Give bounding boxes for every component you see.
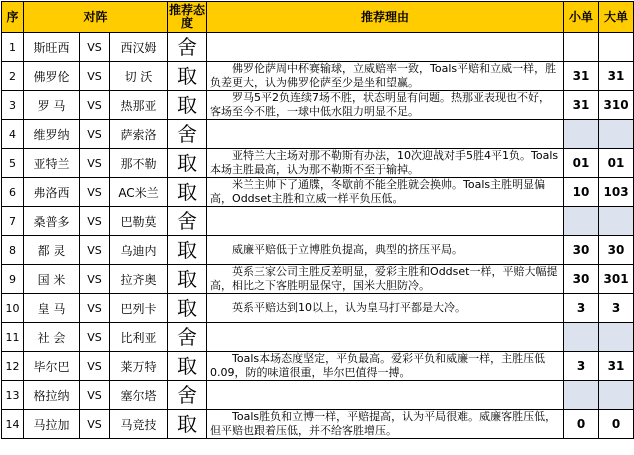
row-vs: VS	[80, 323, 110, 352]
row-home-team: 维罗纳	[24, 120, 80, 149]
row-big: 301	[599, 265, 634, 294]
row-big: 0	[599, 410, 634, 439]
row-home-team: 马拉加	[24, 410, 80, 439]
header-small: 小单	[564, 2, 599, 33]
row-vs: VS	[80, 62, 110, 91]
row-reason: 英系三家公司主胜反差明显，爱彩主胜和Oddset一样，平赔大幅提高，相比之下客胜明显保守，国米大胆防冷。	[207, 265, 564, 294]
row-attitude: 取	[168, 236, 207, 265]
row-small	[564, 381, 599, 410]
row-away-team: 那不勒	[110, 149, 168, 178]
row-attitude: 取	[168, 91, 207, 120]
row-small	[564, 207, 599, 236]
row-small: 3	[564, 294, 599, 323]
row-reason: 英系平赔达到10以上，认为皇马打平都是大冷。	[207, 294, 564, 323]
row-big: 103	[599, 178, 634, 207]
table-row	[2, 381, 634, 410]
row-home-team: 格拉纳	[24, 381, 80, 410]
row-attitude: 取	[168, 149, 207, 178]
row-seq: 9	[2, 265, 24, 294]
table-row	[2, 352, 634, 381]
row-seq: 7	[2, 207, 24, 236]
row-home-team: 罗 马	[24, 91, 80, 120]
row-reason	[207, 323, 564, 352]
row-reason	[207, 33, 564, 62]
row-seq: 3	[2, 91, 24, 120]
row-seq: 5	[2, 149, 24, 178]
table-row	[2, 294, 634, 323]
row-big: 01	[599, 149, 634, 178]
row-away-team: 切 沃	[110, 62, 168, 91]
row-home-team: 社 会	[24, 323, 80, 352]
row-vs: VS	[80, 381, 110, 410]
row-big	[599, 323, 634, 352]
row-small: 30	[564, 265, 599, 294]
row-away-team: 热那亚	[110, 91, 168, 120]
table-row	[2, 207, 634, 236]
row-away-team: 乌迪内	[110, 236, 168, 265]
row-small	[564, 33, 599, 62]
row-attitude: 舍	[168, 207, 207, 236]
table-row	[2, 33, 634, 62]
row-small	[564, 323, 599, 352]
row-small: 31	[564, 91, 599, 120]
row-seq: 2	[2, 62, 24, 91]
row-away-team: 巴列卡	[110, 294, 168, 323]
row-vs: VS	[80, 91, 110, 120]
row-reason	[207, 120, 564, 149]
row-away-team: 萨索洛	[110, 120, 168, 149]
row-away-team: 塞尔塔	[110, 381, 168, 410]
row-attitude: 取	[168, 410, 207, 439]
row-reason: 米兰主帅下了通牒，冬歇前不能全胜就会换帅。Toals主胜明显偏高，Oddset主胜和立威一样平负压低。	[207, 178, 564, 207]
row-attitude: 取	[168, 294, 207, 323]
row-big: 31	[599, 62, 634, 91]
header-match: 对阵	[24, 2, 168, 33]
row-small: 30	[564, 236, 599, 265]
row-away-team: 马竞技	[110, 410, 168, 439]
row-seq: 1	[2, 33, 24, 62]
recommendation-table	[1, 1, 634, 439]
table-row	[2, 91, 634, 120]
row-vs: VS	[80, 120, 110, 149]
row-reason: 罗马5平2负连续7场不胜，状态明显有问题。热那亚表现也不好，客场至今不胜，一球中低水阻力明显不足。	[207, 91, 564, 120]
row-reason: 亚特兰大主场对那不勒斯有办法，10次迎战对手5胜4平1负。Toals本场主胜最高，认为那不勒斯不至于输掉。	[207, 149, 564, 178]
row-vs: VS	[80, 294, 110, 323]
header-big: 大单	[599, 2, 634, 33]
row-small: 10	[564, 178, 599, 207]
row-vs: VS	[80, 410, 110, 439]
row-seq: 6	[2, 178, 24, 207]
row-away-team: 比利亚	[110, 323, 168, 352]
row-home-team: 斯旺西	[24, 33, 80, 62]
row-reason: Toals本场态度坚定，平负最高。爱彩平负和威廉一样，主胜压低0.09，防的味道很重，毕尔巴值得一搏。	[207, 352, 564, 381]
row-small: 3	[564, 352, 599, 381]
row-away-team: 西汉姆	[110, 33, 168, 62]
row-away-team: 莱万特	[110, 352, 168, 381]
row-seq: 12	[2, 352, 24, 381]
row-big	[599, 33, 634, 62]
row-vs: VS	[80, 352, 110, 381]
row-vs: VS	[80, 236, 110, 265]
row-attitude: 舍	[168, 381, 207, 410]
row-big: 310	[599, 91, 634, 120]
row-home-team: 弗洛西	[24, 178, 80, 207]
table-row	[2, 149, 634, 178]
row-away-team: AC米兰	[110, 178, 168, 207]
row-vs: VS	[80, 207, 110, 236]
row-seq: 11	[2, 323, 24, 352]
row-home-team: 亚特兰	[24, 149, 80, 178]
row-small	[564, 120, 599, 149]
row-big	[599, 207, 634, 236]
row-home-team: 都 灵	[24, 236, 80, 265]
row-seq: 4	[2, 120, 24, 149]
header-attitude: 推荐态度	[168, 2, 207, 33]
table-row	[2, 265, 634, 294]
row-big	[599, 120, 634, 149]
row-attitude: 取	[168, 352, 207, 381]
row-attitude: 舍	[168, 323, 207, 352]
row-small: 31	[564, 62, 599, 91]
row-away-team: 巴勒莫	[110, 207, 168, 236]
table-row	[2, 410, 634, 439]
header-row	[2, 2, 634, 33]
row-seq: 10	[2, 294, 24, 323]
row-seq: 8	[2, 236, 24, 265]
row-away-team: 拉齐奥	[110, 265, 168, 294]
row-seq: 13	[2, 381, 24, 410]
row-vs: VS	[80, 178, 110, 207]
row-big	[599, 381, 634, 410]
row-home-team: 皇 马	[24, 294, 80, 323]
row-reason	[207, 381, 564, 410]
header-seq: 序	[2, 2, 24, 33]
table-row	[2, 236, 634, 265]
row-big: 31	[599, 352, 634, 381]
row-small: 0	[564, 410, 599, 439]
table-row	[2, 62, 634, 91]
row-vs: VS	[80, 149, 110, 178]
row-home-team: 佛罗伦	[24, 62, 80, 91]
row-vs: VS	[80, 33, 110, 62]
row-attitude: 舍	[168, 33, 207, 62]
row-big: 3	[599, 294, 634, 323]
row-attitude: 取	[168, 178, 207, 207]
row-small: 01	[564, 149, 599, 178]
row-home-team: 桑普多	[24, 207, 80, 236]
table-body	[2, 33, 634, 439]
row-reason: Toals胜负和立博一样，平赔提高，认为平局很难。威廉客胜压低，但平赔也跟着压低，并不给客胜增压。	[207, 410, 564, 439]
row-attitude: 舍	[168, 120, 207, 149]
row-seq: 14	[2, 410, 24, 439]
row-reason: 威廉平赔低于立博胜负提高，典型的挤压平局。	[207, 236, 564, 265]
row-attitude: 取	[168, 62, 207, 91]
table-row	[2, 120, 634, 149]
row-vs: VS	[80, 265, 110, 294]
row-attitude: 取	[168, 265, 207, 294]
row-reason: 佛罗伦萨周中杯赛输球，立威赔率一致，Toals平赔和立威一样，胜负差更大，认为佛罗伦萨至少是坐和望赢。	[207, 62, 564, 91]
row-home-team: 国 米	[24, 265, 80, 294]
row-home-team: 毕尔巴	[24, 352, 80, 381]
row-reason	[207, 207, 564, 236]
header-reason: 推荐理由	[207, 2, 564, 33]
table-row	[2, 323, 634, 352]
table-row	[2, 178, 634, 207]
row-big: 30	[599, 236, 634, 265]
